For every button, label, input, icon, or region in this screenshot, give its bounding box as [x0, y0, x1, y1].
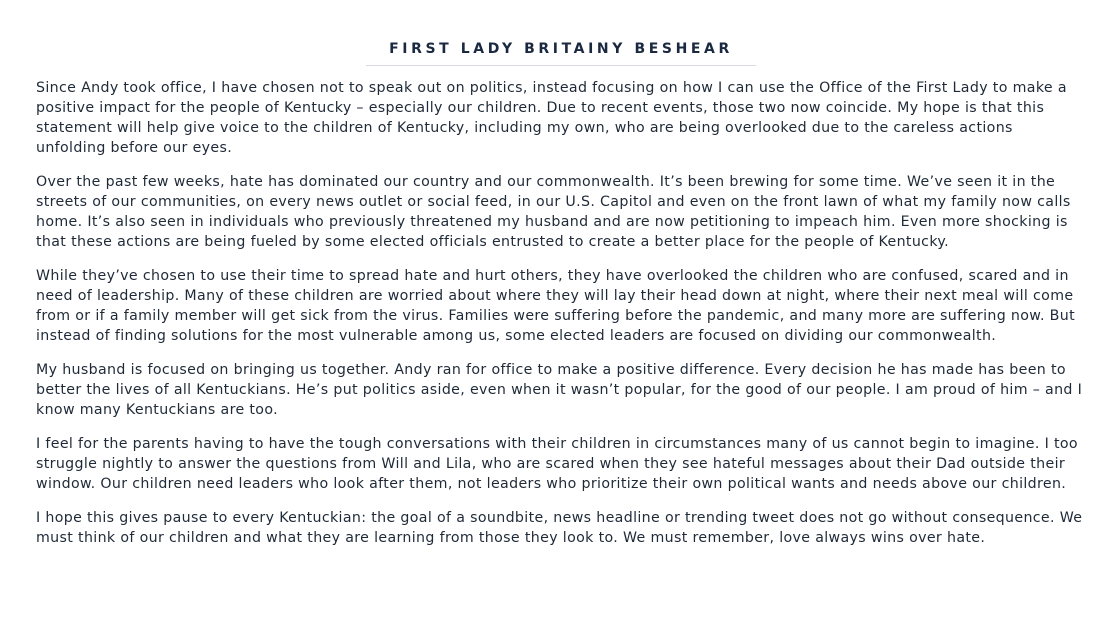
paragraph-2: Over the past few weeks, hate has dominated our country and our commonwealth. It’s been brewing for some time. We’ve seen it in the streets of our communities, on every news outlet or social feed, in our U.S. Capitol and even on the front lawn of what my family now calls home. It’s also seen in individuals who previously threatened my husband and are now petitioning to impeach him. Even more shocking is that these actions are being fueled by some elected officials entrusted to create a better place for the people of Kentucky. — [36, 174, 1071, 250]
paragraph-6: I hope this gives pause to every Kentuckian: the goal of a soundbite, news headline or trending tweet does not go without consequence. We must think of our children and what they are learning from those they look to. We must remember, love always wins over hate. — [36, 510, 1083, 546]
paragraph-4: My husband is focused on bringing us together. Andy ran for office to make a positive difference. Every decision he has made has been to better the lives of all Kentuckians. He’s put politics aside, even when it wasn’t popular, for the good of our people. I am proud of him – and I know many Kentuckians are too. — [36, 362, 1083, 418]
title-divider — [366, 65, 756, 66]
document-header — [36, 38, 1086, 59]
document-title: FIRST LADY BRITAINY BESHEAR — [389, 41, 733, 57]
paragraph-5: I feel for the parents having to have the tough conversations with their children in circumstances many of us cannot begin to imagine. I too struggle nightly to answer the questions from Will and Lila, who are scared when they see hateful messages about their Dad outside their window. Our children need leaders who look after them, not leaders who prioritize their own political wants and needs above our children. — [36, 436, 1078, 492]
paragraph-1: Since Andy took office, I have chosen not to speak out on politics, instead focusing on how I can use the Office of the First Lady to make a positive impact for the people of Kentucky – especially our children. Due to recent events, those two now coincide. My hope is that this statement will help give voice to the children of Kentucky, including my own, who are being overlooked due to the careless actions unfolding before our eyes. — [36, 80, 1067, 156]
statement-page — [36, 0, 1086, 630]
paragraph-3: While they’ve chosen to use their time to spread hate and hurt others, they have overlooked the children who are confused, scared and in need of leadership. Many of these children are worried about where they will lay their head down at night, where their next meal will come from or if a family member will get sick from the virus. Families were suffering before the pandemic, and many more are suffering now. But instead of finding solutions for the most vulnerable among us, some elected leaders are focused on dividing our commonwealth. — [36, 268, 1076, 344]
statement-body — [36, 78, 1086, 562]
